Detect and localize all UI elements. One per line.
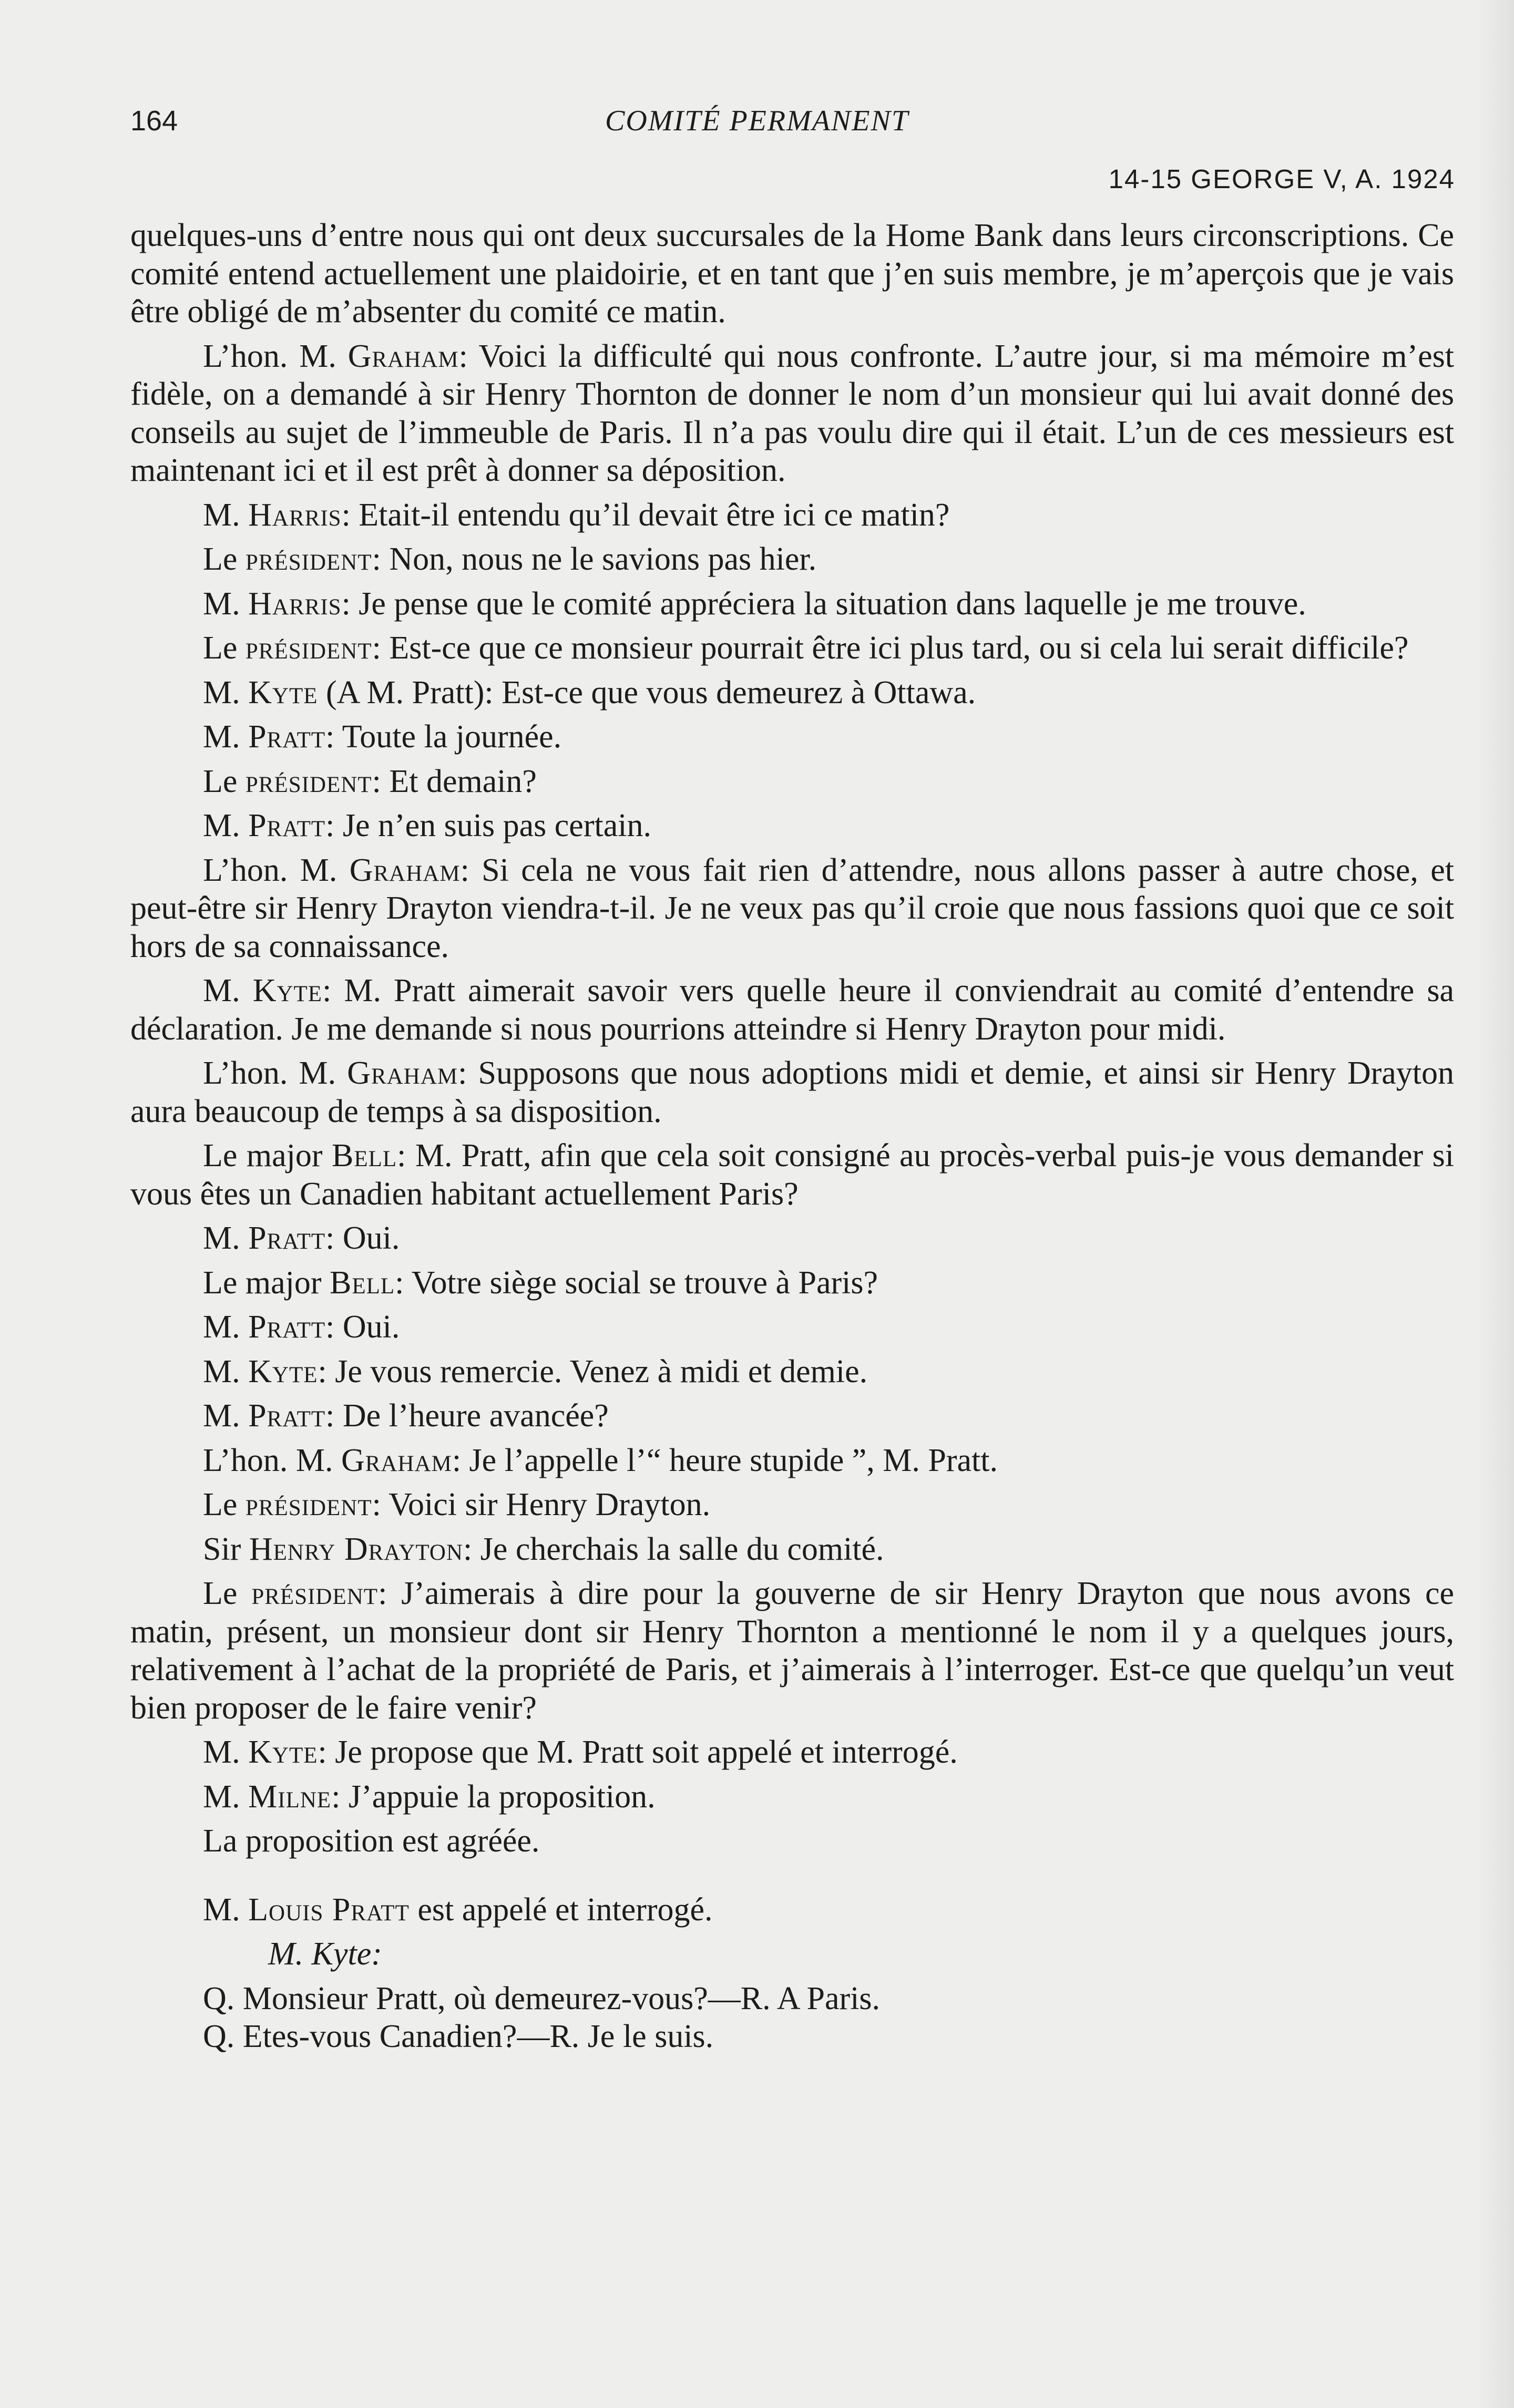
paragraph: M. Pratt: De l’heure avancée? bbox=[203, 1398, 609, 1434]
witness-line: M. Louis Pratt est appelé et interrogé. bbox=[203, 1891, 713, 1928]
paragraph: L’hon. M. Graham: Supposons que nous adoptions midi et demie, et ainsi sir Henry Drayton aura beaucoup de temps à sa disposition. bbox=[130, 1055, 1454, 1129]
examiner-heading: M. Kyte: bbox=[268, 1936, 382, 1972]
speaker-name: président bbox=[251, 1576, 378, 1611]
speaker-name: Harris bbox=[248, 585, 342, 622]
speaker-name: président bbox=[245, 1487, 372, 1522]
paragraph: Le major Bell: M. Pratt, afin que cela soit consigné au procès-verbal puis-je vous demander si vous êtes un Canadien habitant actuellement Paris? bbox=[130, 1138, 1454, 1212]
speaker-name: Kyte bbox=[248, 1353, 318, 1390]
speaker-name: Pratt bbox=[248, 1309, 326, 1345]
speaker-name: Pratt bbox=[248, 1220, 326, 1256]
speaker-name: Henry Drayton bbox=[249, 1531, 464, 1567]
paragraph: Le président: J’aimerais à dire pour la gouverne de sir Henry Drayton que nous avons ce matin, présent, un monsieur dont sir Henry Thornton a mentionné le nom il y a quelques jours, relativement à l’achat de la propriété de Paris, et j’aimerais à l’interroger. Est-ce que quelqu’un veut bien proposer de le faire venir? bbox=[130, 1576, 1454, 1726]
page-number: 164 bbox=[130, 105, 178, 137]
paragraph: M. Harris: Je pense que le comité appréciera la situation dans laquelle je me trouve. bbox=[203, 585, 1306, 622]
paragraph: La proposition est agréée. bbox=[203, 1823, 540, 1859]
paragraph: L’hon. M. Graham: Je l’appelle l’“ heure stupide ”, M. Pratt. bbox=[203, 1442, 998, 1478]
paragraph: M. Kyte (A M. Pratt): Est-ce que vous demeurez à Ottawa. bbox=[203, 674, 976, 711]
paragraph: Sir Henry Drayton: Je cherchais la salle du comité. bbox=[203, 1531, 884, 1567]
paragraph: M. Kyte: Je vous remercie. Venez à midi et demie. bbox=[203, 1353, 868, 1390]
paragraph: L’hon. M. Graham: Si cela ne vous fait rien d’attendre, nous allons passer à autre chose, et peut-être sir Henry Drayton viendra-t-il. Je ne veux pas qu’il croie que nous fassions quoi que ce soit hors de sa connaissance. bbox=[130, 852, 1454, 964]
question-answer: Q. Etes-vous Canadien?—R. Je le suis. bbox=[203, 2019, 714, 2054]
paragraph: M. Pratt: Toute la journée. bbox=[203, 719, 562, 755]
paragraph: Le major Bell: Votre siège social se trouve à Paris? bbox=[203, 1264, 878, 1301]
speaker-name: Kyte bbox=[252, 973, 323, 1009]
paragraph: M. Pratt: Oui. bbox=[203, 1309, 400, 1345]
speaker-name: Pratt bbox=[248, 719, 326, 755]
spacer bbox=[130, 1867, 1454, 1891]
speaker-name: Graham bbox=[347, 1055, 458, 1091]
speaker-name: Milne bbox=[248, 1778, 332, 1815]
session-reference: 14-15 GEORGE V, A. 1924 bbox=[1108, 164, 1455, 194]
speaker-name: Graham bbox=[341, 1442, 452, 1478]
speaker-name: Pratt bbox=[248, 808, 326, 843]
paragraph: M. Pratt: Je n’en suis pas certain. bbox=[203, 808, 651, 843]
speaker-name: Bell bbox=[331, 1138, 397, 1174]
speaker-name: président bbox=[245, 763, 372, 799]
paragraph: M. Kyte: Je propose que M. Pratt soit appelé et interrogé. bbox=[203, 1734, 958, 1770]
speaker-name: Bell bbox=[330, 1264, 395, 1301]
page-edge-shadow bbox=[1477, 0, 1514, 2408]
speaker-name: Harris bbox=[248, 497, 342, 533]
question-answer: Q. Monsieur Pratt, où demeurez-vous?—R. A Paris. bbox=[203, 1980, 881, 2016]
speaker-name: Graham bbox=[349, 852, 461, 888]
speaker-name: Kyte bbox=[248, 674, 318, 711]
witness-name: Louis Pratt bbox=[248, 1891, 410, 1928]
paragraph: L’hon. M. Graham: Voici la difficulté qui nous confronte. L’autre jour, si ma mémoire m’est fidèle, on a demandé à sir Henry Thornton de donner le nom d’un monsieur qui lui avait donné des conseils au sujet de l’immeuble de Paris. Il n’a pas voulu dire qui il était. L’un de ces messieurs est maintenant ici et il est prêt à donner sa déposition. bbox=[130, 338, 1454, 488]
paragraph: Le président: Non, nous ne le savions pas hier. bbox=[203, 541, 817, 577]
paragraph: Le président: Et demain? bbox=[203, 763, 537, 799]
speaker-name: président bbox=[245, 630, 372, 666]
paragraph: Le président: Voici sir Henry Drayton. bbox=[203, 1487, 711, 1522]
speaker-name: Pratt bbox=[248, 1398, 326, 1434]
paragraph: quelques-uns d’entre nous qui ont deux succursales de la Home Bank dans leurs circonscriptions. Ce comité entend actuellement une plaidoirie, et en tant que j’en suis membre, je m’aperçois que je vais être obligé de m’absenter du comité ce matin. bbox=[130, 218, 1454, 330]
paragraph: Le président: Est-ce que ce monsieur pourrait être ici plus tard, ou si cela lui serait difficile? bbox=[203, 630, 1409, 666]
transcript-body bbox=[130, 217, 1454, 2056]
running-title: COMITÉ PERMANENT bbox=[605, 105, 909, 137]
paragraph: M. Pratt: Oui. bbox=[203, 1220, 400, 1256]
paragraph: M. Harris: Etait-il entendu qu’il devait être ici ce matin? bbox=[203, 497, 950, 533]
speaker-name: président bbox=[245, 541, 372, 577]
speaker-name: Kyte bbox=[248, 1734, 318, 1770]
speaker-name: Graham bbox=[347, 338, 459, 374]
paragraph: M. Kyte: M. Pratt aimerait savoir vers quelle heure il conviendrait au comité d’entendre sa déclaration. Je me demande si nous pourrions atteindre si Henry Drayton pour midi. bbox=[130, 973, 1454, 1047]
paragraph: M. Milne: J’appuie la proposition. bbox=[203, 1778, 656, 1815]
